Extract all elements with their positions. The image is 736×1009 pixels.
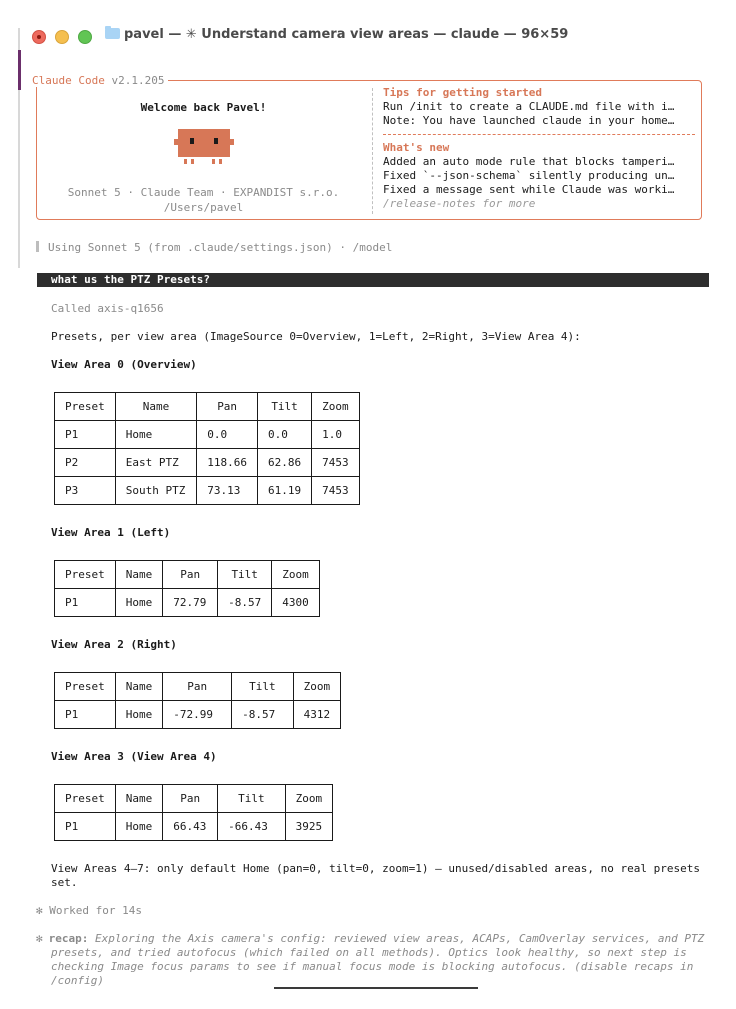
column-header: Pan	[163, 561, 218, 589]
table-cell: 1.0	[312, 421, 360, 449]
recap-label: recap:	[48, 932, 89, 945]
whats-new-heading: What's new	[383, 141, 450, 154]
view-area-heading: View Area 2 (Right)	[51, 638, 177, 651]
table-row	[55, 589, 320, 617]
column-header: Preset	[55, 673, 116, 701]
column-header: Pan	[197, 393, 258, 421]
table-cell: P1	[55, 589, 116, 617]
app-name: Claude Code	[32, 74, 105, 87]
table-cell: East PTZ	[115, 449, 197, 477]
view-area-heading: View Area 0 (Overview)	[51, 358, 197, 371]
table-cell: Home	[115, 701, 163, 729]
tool-call-line: Called axis-q1656	[51, 302, 164, 315]
release-notes-link[interactable]: /release-notes for more	[383, 197, 536, 210]
claude-mascot-icon	[178, 129, 230, 165]
column-header: Name	[115, 393, 197, 421]
table-cell: P3	[55, 477, 116, 505]
view-area-heading: View Area 1 (Left)	[51, 526, 171, 539]
table-header-row	[55, 393, 360, 421]
preset-table	[54, 672, 341, 729]
column-header: Tilt	[218, 785, 286, 813]
table-cell: P2	[55, 449, 116, 477]
preset-table	[54, 392, 360, 505]
scroll-indicator	[274, 987, 478, 989]
table-cell: 4300	[272, 589, 320, 617]
whats-new-line: Added an auto mode rule that blocks tamperi…	[383, 155, 675, 168]
column-header: Name	[115, 561, 163, 589]
table-cell: 3925	[285, 813, 333, 841]
close-window-button[interactable]	[32, 30, 46, 44]
model-status-text: Using Sonnet 5 (from .claude/settings.json) · /model	[48, 241, 393, 254]
tip-line: Note: You have launched claude in your home…	[383, 114, 675, 127]
table-header-row	[55, 561, 320, 589]
table-cell: -66.43	[218, 813, 286, 841]
column-header: Tilt	[218, 561, 272, 589]
table-cell: South PTZ	[115, 477, 197, 505]
column-header: Name	[115, 785, 163, 813]
column-header: Preset	[55, 393, 116, 421]
minimize-window-button[interactable]	[55, 30, 69, 44]
table-cell: 62.86	[258, 449, 312, 477]
preset-table	[54, 560, 320, 617]
column-header: Pan	[163, 673, 232, 701]
working-directory: /Users/pavel	[163, 201, 244, 214]
table-header-row	[55, 785, 333, 813]
column-header: Name	[115, 673, 163, 701]
folder-icon	[105, 28, 120, 39]
column-header: Preset	[55, 785, 116, 813]
table-cell: P1	[55, 421, 116, 449]
window-title	[105, 27, 568, 42]
welcome-separator	[383, 134, 695, 135]
welcome-right-column	[383, 86, 701, 211]
view-area-heading: View Area 3 (View Area 4)	[51, 750, 217, 763]
table-cell: 7453	[312, 449, 360, 477]
worked-duration: ✻ Worked for 14s	[36, 904, 142, 917]
table-cell: 66.43	[163, 813, 218, 841]
recap-text: Exploring the Axis camera's config: reviewed view areas, ACAPs, CamOverlay services, and PTZ presets, and tried autofocus (which failed on all methods). Optics look healthy, so next step is checking Image focus params to see if manual focus mode is blocking autofocus. (disable recaps in /config)	[51, 932, 705, 987]
column-header: Zoom	[285, 785, 333, 813]
table-cell: 73.13	[197, 477, 258, 505]
table-cell: 72.79	[163, 589, 218, 617]
table-cell: 61.19	[258, 477, 312, 505]
table-cell: -8.57	[218, 589, 272, 617]
column-header: Zoom	[312, 393, 360, 421]
welcome-left-column	[37, 81, 370, 219]
tip-line: Run /init to create a CLAUDE.md file with i…	[383, 100, 675, 113]
status-bar-icon	[36, 241, 39, 252]
table-cell: 0.0	[258, 421, 312, 449]
table-cell: Home	[115, 421, 197, 449]
user-prompt: what us the PTZ Presets?	[37, 273, 709, 287]
column-header: Preset	[55, 561, 116, 589]
response-intro: Presets, per view area (ImageSource 0=Overview, 1=Left, 2=Right, 3=View Area 4):	[51, 330, 581, 343]
window-accent	[18, 50, 21, 90]
window-title-text: pavel — ✳ Understand camera view areas — claude — 96×59	[124, 27, 569, 42]
table-cell: -72.99	[163, 701, 232, 729]
table-cell: Home	[115, 589, 163, 617]
table-row	[55, 701, 341, 729]
title-bar	[20, 22, 736, 52]
column-header: Pan	[163, 785, 218, 813]
table-row	[55, 449, 360, 477]
table-cell: P1	[55, 701, 116, 729]
table-cell: 118.66	[197, 449, 258, 477]
whats-new-line: Fixed `--json-schema` silently producing un…	[383, 169, 675, 182]
table-cell: 4312	[293, 701, 341, 729]
view-areas-footnote: View Areas 4–7: only default Home (pan=0, tilt=0, zoom=1) — unused/disabled areas, no real presets set.	[51, 862, 701, 889]
column-header: Tilt	[232, 673, 294, 701]
recap-block	[36, 932, 706, 988]
model-org-line: Sonnet 5 · Claude Team · EXPANDIST s.r.o.	[67, 186, 340, 199]
maximize-window-button[interactable]	[78, 30, 92, 44]
preset-table	[54, 784, 333, 841]
welcome-meta	[37, 185, 370, 215]
table-cell: P1	[55, 813, 116, 841]
asterisk-icon: ✻	[36, 932, 43, 945]
table-cell: Home	[115, 813, 163, 841]
table-row	[55, 421, 360, 449]
table-cell: 7453	[312, 477, 360, 505]
app-version: v2.1.205	[111, 74, 165, 87]
table-header-row	[55, 673, 341, 701]
column-header: Zoom	[272, 561, 320, 589]
welcome-divider	[372, 88, 373, 214]
table-row	[55, 477, 360, 505]
table-row	[55, 813, 333, 841]
column-header: Tilt	[258, 393, 312, 421]
welcome-greeting: Welcome back Pavel!	[140, 101, 267, 114]
table-cell: -8.57	[232, 701, 294, 729]
tips-heading: Tips for getting started	[383, 86, 542, 99]
table-cell: 0.0	[197, 421, 258, 449]
column-header: Zoom	[293, 673, 341, 701]
model-status-line	[36, 241, 392, 254]
whats-new-line: Fixed a message sent while Claude was worki…	[383, 183, 675, 196]
